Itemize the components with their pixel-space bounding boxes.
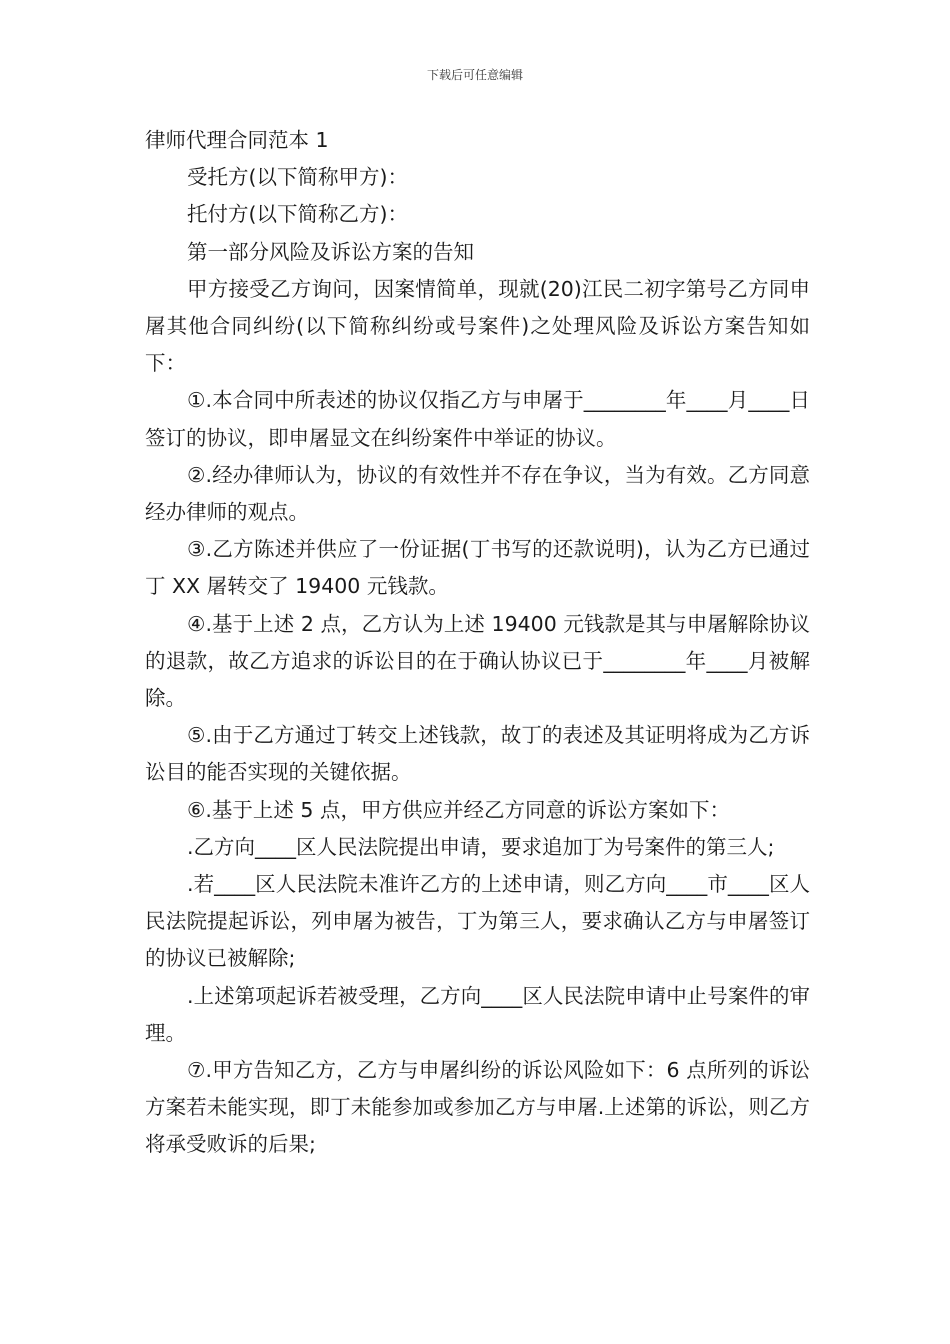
paragraph: ⑤.由于乙方通过丁转交上述钱款，故丁的表述及其证明将成为乙方诉讼目的能否实现的关键依据。 <box>145 723 810 785</box>
paragraph: ③.乙方陈述并供应了一份证据(丁书写的还款说明)，认为乙方已通过丁 XX 屠转交了 19400 元钱款。 <box>145 537 810 599</box>
paragraph: 受托方(以下简称甲方)： <box>187 165 408 190</box>
paragraph: 甲方接受乙方询问，因案情简单，现就(20)江民二初字第号乙方同申屠其他合同纠纷(以下简称纠纷或号案件)之处理风险及诉讼方案告知如下： <box>145 276 810 376</box>
page-header: 下载后可任意编辑 <box>426 68 523 82</box>
paragraph: ②.经办律师认为，协议的有效性并不存在争议，当为有效。乙方同意经办律师的观点。 <box>145 462 810 525</box>
document-title: 律师代理合同范本 1 <box>145 128 329 152</box>
paragraph: .上述第项起诉若被受理，乙方向____区人民法院申请中止号案件的审理。 <box>145 983 810 1045</box>
section-heading: 第一部分风险及诉讼方案的告知 <box>187 239 474 264</box>
paragraph: ⑦.甲方告知乙方，乙方与申屠纠纷的诉讼风险如下：6 点所列的诉讼方案若未能实现，即丁未能参加或参加乙方与申屠.上述第的诉讼，则乙方将承受败诉的后果; <box>145 1058 810 1157</box>
paragraph: 托付方(以下简称乙方)： <box>187 202 408 227</box>
paragraph: ①.本合同中所表述的协议仅指乙方与申屠于________年____月____日签订的协议，即申屠显文在纠纷案件中举证的协议。 <box>145 388 810 450</box>
paragraph: .若____区人民法院未准许乙方的上述申请，则乙方向____市____区人民法院提起诉讼，列申屠为被告，丁为第三人，要求确认乙方与申屠签订的协议已被解除; <box>145 872 810 971</box>
paragraph: ④.基于上述 2 点，乙方认为上述 19400 元钱款是其与申屠解除协议的退款，故乙方追求的诉讼目的在于确认协议已于________年____月被解除。 <box>145 611 810 711</box>
document-body <box>145 122 810 1164</box>
paragraph: ⑥.基于上述 5 点，甲方供应并经乙方同意的诉讼方案如下： <box>187 797 730 822</box>
paragraph: .乙方向____区人民法院提出申请，要求追加丁为号案件的第三人; <box>187 834 775 859</box>
